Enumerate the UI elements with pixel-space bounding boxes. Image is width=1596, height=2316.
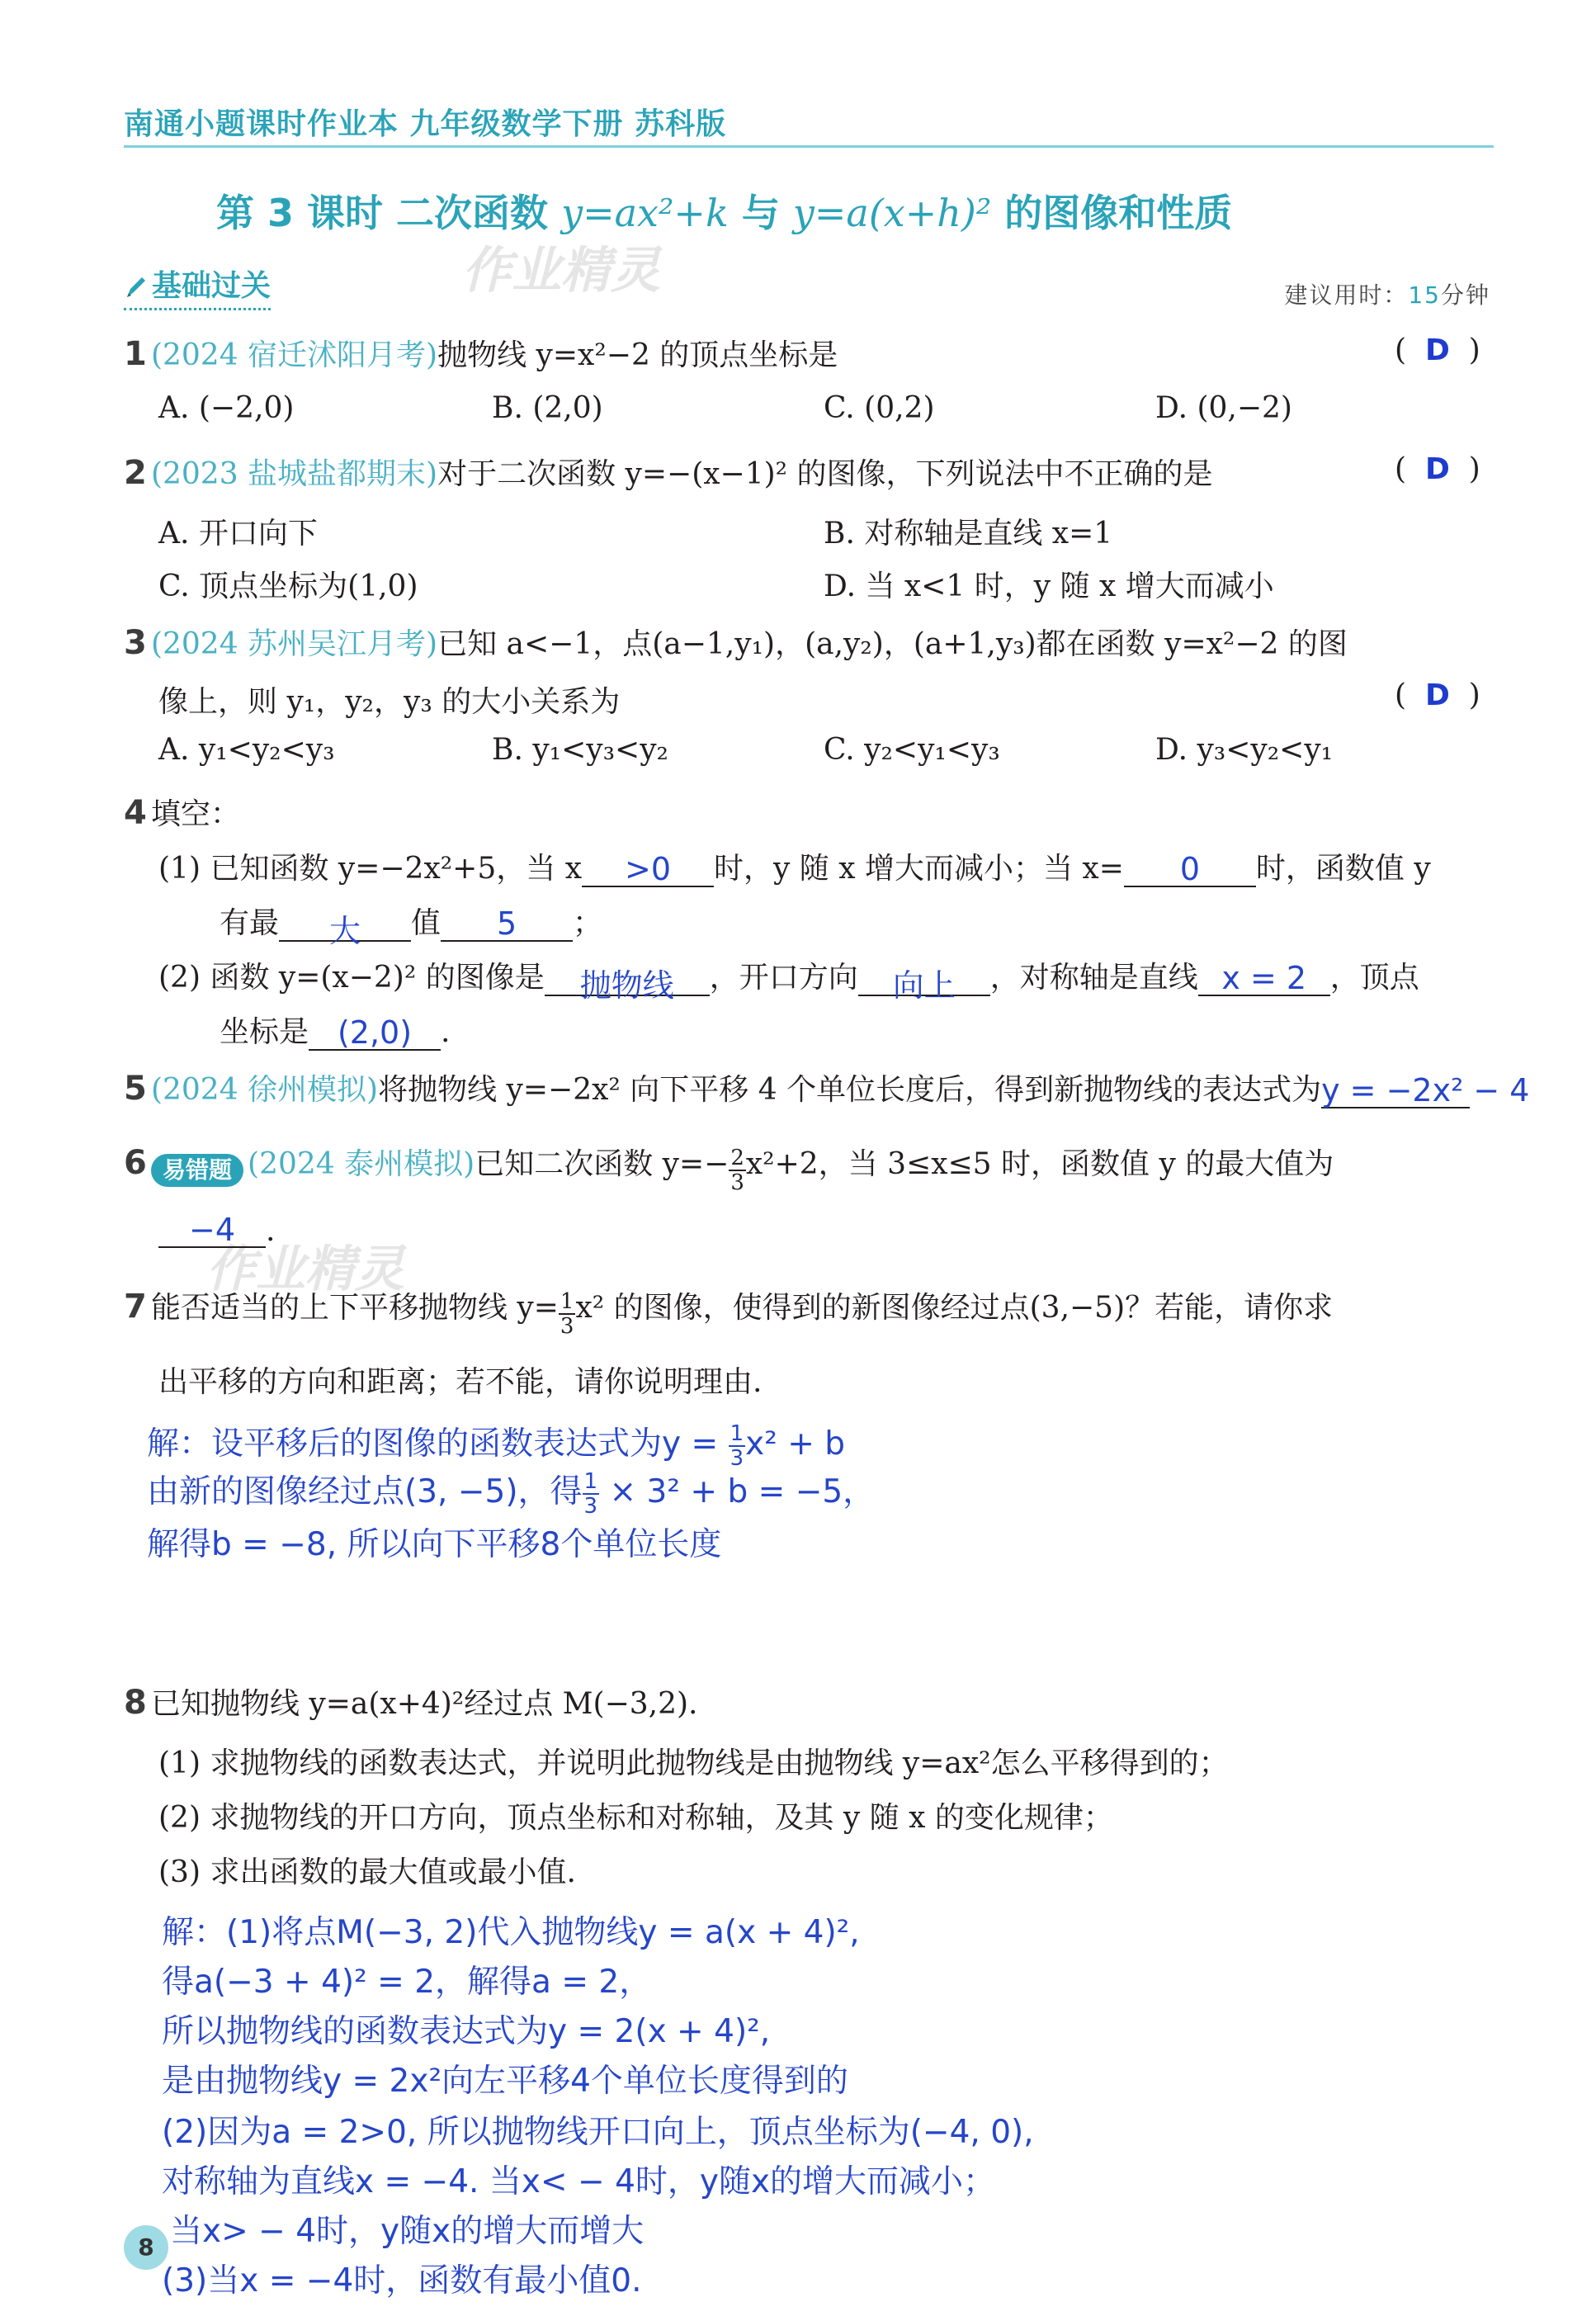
q8-part-2: (2) 求抛物线的开口方向，顶点坐标和对称轴，及其 y 随 x 的变化规律； (158, 1801, 1113, 1835)
solution-line: 解：(1)将点M(−3, 2)代入抛物线y = a(x + 4)², (162, 1914, 860, 1951)
text-segment: 坐标是 (220, 1015, 309, 1049)
fraction (729, 1422, 746, 1470)
handwritten-answer: 向上 (892, 967, 956, 1004)
solution-line: 当x> − 4时，y随x的增大而增大 (170, 2213, 645, 2250)
solution-line: 是由抛物线y = 2x²向左平移4个单位长度得到的 (162, 2063, 848, 2100)
handwritten-answer: 5 (496, 905, 517, 942)
solution-line (147, 1466, 875, 1518)
lesson-title-prefix: 第 3 课时 二次函数 (216, 191, 562, 235)
question-2 (124, 451, 1213, 493)
lesson-formula-1: y=ax²+k (561, 191, 729, 235)
question-3 (124, 621, 1348, 663)
lesson-title-suffix: 的图像和性质 (991, 191, 1233, 235)
blank-fill[interactable] (1198, 960, 1330, 996)
text-segment: 由新的图像经过点(3, −5)，得 (147, 1473, 583, 1510)
question-number: 7 (124, 1288, 147, 1326)
question-5 (124, 1066, 1530, 1108)
question-stem: 填空： (150, 797, 240, 831)
solution-line: 得a(−3 + 4)² = 2，解得a = 2， (162, 1964, 652, 2001)
answer-choice: D (1424, 678, 1450, 712)
text-segment: × 3² + b = −5， (599, 1473, 876, 1510)
blank-fill[interactable] (309, 1014, 441, 1051)
fraction (729, 1146, 746, 1194)
question-7 (124, 1284, 1333, 1338)
option-a: A. y₁<y₂<y₃ (158, 733, 335, 767)
blank-fill[interactable] (1124, 851, 1256, 887)
watermark-logo: 作业精灵 (206, 1241, 404, 1298)
question-number: 1 (124, 335, 147, 373)
pencil-icon (124, 274, 149, 300)
option-c: C. 顶点坐标为(1,0) (158, 570, 418, 603)
page-number: 8 (124, 2225, 168, 2270)
text-segment: . (266, 1214, 276, 1248)
question-4 (124, 791, 240, 833)
question-stem: 将抛物线 y=−2x² 向下平移 4 个单位长度后，得到新抛物线的表达式为 (378, 1073, 1322, 1107)
handwritten-answer: y = −2x² − 4 (1321, 1072, 1530, 1108)
question-number: 4 (124, 794, 147, 832)
fraction-denominator: 3 (730, 1445, 744, 1471)
question-number: 8 (124, 1684, 147, 1722)
option-b: B. (2,0) (492, 391, 603, 425)
blank-fill[interactable] (545, 960, 710, 1004)
question-stem-continued: 像上，则 y₁，y₂，y₃ 的大小关系为 (158, 685, 621, 719)
text-segment: 时，y 随 x 增大而减小；当 x= (714, 852, 1124, 886)
question-source: (2024 苏州吴江月考) (150, 627, 438, 661)
blank-fill[interactable] (582, 851, 714, 887)
suggested-time (1284, 277, 1490, 310)
q4-part1-line1 (158, 845, 1431, 887)
option-a: A. 开口向下 (158, 517, 318, 551)
fraction-numerator: 1 (730, 1420, 744, 1446)
blank-fill[interactable] (158, 1212, 266, 1248)
solution-line: 对称轴为直线x = −4. 当x< − 4时，y随x的增大而减小； (162, 2163, 996, 2200)
fraction-numerator: 1 (560, 1288, 574, 1314)
answer-slot: ( D ) (1395, 678, 1480, 712)
question-source: (2024 宿迁沭阳月考) (150, 338, 438, 372)
suggest-minutes: 15 (1408, 281, 1441, 309)
option-a: A. (−2,0) (158, 391, 295, 425)
question-stem: 已知抛物线 y=a(x+4)²经过点 M(−3,2). (150, 1687, 698, 1721)
q6-answer-line (158, 1212, 275, 1248)
text-segment: ，开口方向 (709, 961, 858, 995)
question-stem: x²+2，当 3≤x≤5 时，函数值 y 的最大值为 (745, 1147, 1334, 1181)
book-header-title: 南通小题课时作业本 九年级数学下册 苏科版 (124, 107, 727, 141)
option-b: B. 对称轴是直线 x=1 (824, 517, 1113, 551)
fraction-numerator: 1 (583, 1468, 598, 1494)
watermark-logo: 作业精灵 (462, 242, 660, 300)
option-b: B. y₁<y₃<y₂ (492, 733, 668, 767)
question-6 (124, 1141, 1334, 1194)
solution-line: (3)当x = −4时，函数有最小值0. (162, 2262, 642, 2299)
answer-slot: ( D ) (1395, 452, 1480, 486)
handwritten-answer: >0 (625, 851, 672, 887)
question-stem: 抛物线 y=x²−2 的顶点坐标是 (437, 338, 838, 372)
option-d: D. (0,−2) (1155, 391, 1292, 425)
fraction-numerator: 2 (730, 1145, 744, 1170)
question-stem: 对于二次函数 y=−(x−1)² 的图像，下列说法中不正确的是 (437, 457, 1213, 491)
question-stem-continued: 出平移的方向和距离；若不能，请你说明理由. (158, 1365, 763, 1399)
question-1 (124, 332, 838, 374)
option-c: C. y₂<y₁<y₃ (824, 733, 1000, 767)
question-number: 5 (124, 1070, 147, 1108)
fraction (559, 1290, 576, 1338)
handwritten-answer: 大 (329, 913, 361, 949)
handwritten-answer: 抛物线 (579, 967, 674, 1004)
error-prone-tag: 易错题 (151, 1154, 243, 1187)
option-c: C. (0,2) (824, 391, 935, 425)
fraction-denominator: 3 (583, 1493, 598, 1519)
handwritten-answer: 0 (1179, 851, 1200, 887)
text-segment: 解：设平移后的图像的函数表达式为y = (147, 1425, 729, 1463)
option-d: D. 当 x<1 时，y 随 x 增大而减小 (824, 570, 1274, 603)
solution-line: (2)因为a = 2>0, 所以抛物线开口向上，顶点坐标为(−4, 0), (162, 2114, 1034, 2151)
section-basic (124, 262, 271, 310)
lesson-title (216, 183, 1232, 238)
question-number: 6 (124, 1144, 147, 1182)
question-stem: 已知二次函数 y=− (475, 1147, 730, 1181)
question-stem: 已知 a<−1，点(a−1,y₁)，(a,y₂)，(a+1,y₃)都在函数 y=x²−2 的图 (437, 627, 1348, 661)
question-stem: 能否适当的上下平移抛物线 y= (150, 1291, 559, 1325)
q4-part2-line1 (158, 954, 1419, 1004)
question-source: (2023 盐城盐都期末) (150, 457, 438, 491)
question-source: (2024 徐州模拟) (150, 1073, 379, 1107)
solution-line: 所以抛物线的函数表达式为y = 2(x + 4)², (162, 2013, 771, 2050)
answer-choice: D (1424, 333, 1450, 367)
question-number: 3 (124, 624, 147, 662)
text-segment: (2) 函数 y=(x−2)² 的图像是 (158, 961, 545, 995)
handwritten-answer: x = 2 (1221, 960, 1307, 996)
text-segment: ，顶点 (1329, 961, 1419, 995)
text-segment: ； (573, 906, 603, 940)
answer-choice: D (1424, 452, 1450, 486)
text-segment: (1) 已知函数 y=−2x²+5，当 x (158, 852, 583, 886)
q8-part-3: (3) 求出函数的最大值或最小值. (158, 1855, 576, 1889)
header-divider (124, 145, 1494, 148)
solution-line: 解得b = −8, 所以向下平移8个单位长度 (147, 1526, 722, 1563)
blank-fill[interactable] (441, 905, 573, 942)
option-d: D. y₃<y₂<y₁ (1155, 733, 1334, 767)
solution-line (147, 1418, 845, 1470)
text-segment: 时，函数值 y (1255, 852, 1431, 886)
fraction-denominator: 3 (560, 1313, 574, 1339)
lesson-title-middle: 与 (728, 191, 793, 235)
question-stem: x² 的图像，使得到的新图像经过点(3,−5)？若能，请你求 (575, 1291, 1334, 1325)
answer-slot: ( D ) (1395, 333, 1480, 367)
text-segment: . (441, 1015, 451, 1049)
fraction-denominator: 3 (730, 1170, 744, 1195)
question-8 (124, 1680, 698, 1723)
blank-fill[interactable] (858, 960, 990, 1004)
question-source: (2024 泰州模拟) (248, 1147, 475, 1181)
section-label: 基础过关 (152, 269, 272, 303)
question-number: 2 (124, 454, 147, 492)
fraction (583, 1470, 600, 1518)
suggest-suffix: 分钟 (1440, 281, 1490, 309)
blank-fill[interactable] (1321, 1072, 1530, 1108)
text-segment: 值 (411, 906, 441, 940)
handwritten-answer: (2,0) (337, 1014, 413, 1051)
lesson-formula-2: y=a(x+h)² (792, 191, 992, 235)
q4-part1-line2 (220, 900, 603, 949)
handwritten-answer: −4 (188, 1212, 236, 1248)
text-segment: x² + b (745, 1425, 846, 1463)
text-segment: ，对称轴是直线 (989, 961, 1198, 995)
q8-part-1: (1) 求抛物线的函数表达式，并说明此抛物线是由抛物线 y=ax²怎么平移得到的； (158, 1746, 1229, 1780)
q4-part2-line2 (220, 1009, 450, 1051)
suggest-prefix: 建议用时： (1284, 281, 1409, 309)
text-segment: 有最 (220, 906, 280, 940)
blank-fill[interactable] (279, 905, 411, 949)
